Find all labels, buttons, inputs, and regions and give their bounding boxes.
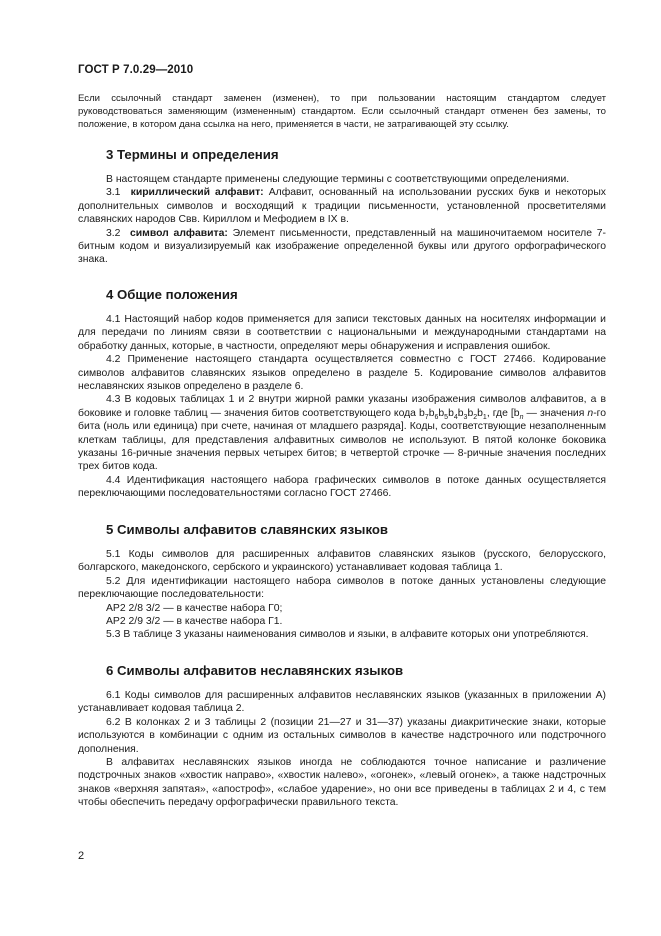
clause-4-1: 4.1 Настоящий набор кодов применяется для записи текстовых данных на носителях информации и для передачи по линиям связи в соответствии с национальными и международными стандартами на обработку данных, которые, в частности, определяют меры обнаружения и исправления ошибок. [78, 314, 606, 352]
clause-4-4: 4.4 Идентификация настоящего набора графических символов в потоке данных осуществляется переключающими последовательностями согласно ГОСТ 27466. [78, 474, 606, 500]
section-4-title: 4 Общие положения [106, 287, 238, 302]
section-3-title: 3 Термины и определения [106, 147, 279, 162]
clause-4-3-part-d: -го бита (ноль или единица) при счете, начиная от младшего разряда]. Коды, соответствующие незаполненным клеткам таблицы, для представления алфавитных символов не используют. В пятой колонке боковика указаны 16-ричные значения первых четырех битов; в четвертой строчке — 8-ричные значения последних трех битов кода. [78, 407, 606, 473]
reference-note: Если ссылочный стандарт заменен (изменен), то при пользовании настоящим стандартом следует руководствоваться заменяющим (измененным) стандартом. Если ссылочный стандарт отменен без замены, то положение, в котором дана ссылка на него, применяется в части, не затрагивающей эту ссылку. [78, 93, 606, 130]
bit-subscript: 5 [444, 413, 449, 421]
escape-sequence-g0: АР2 2/8 3/2 — в качестве набора Г0; [106, 602, 283, 614]
term-3-2-number: 3.2 [106, 227, 121, 239]
term-3-1-term: кириллический алфавит: [130, 187, 264, 199]
clause-5-1: 5.1 Коды символов для расширенных алфавитов славянских языков (русского, белорусского, болгарского, македонского, сербского и украинского) устанавливает кодовая таблица 1. [78, 549, 606, 574]
section-5-title: 5 Символы алфавитов славянских языков [106, 522, 389, 537]
bit-subscript: 6 [434, 413, 439, 421]
clause-6-1: 6.1 Коды символов для расширенных алфавитов неславянских языков (указанных в приложении А) устанавливает кодовая таблица 2. [78, 690, 606, 715]
clause-4-3-part-c: — значения [523, 407, 588, 419]
clause-6-2: 6.2 В колонках 2 и 3 таблицы 2 (позиции 21—27 и 31—37) указаны диакритические знаки, которые используются в комбинации с одним из остальных символов в качестве надстрочного или подстрочного дополнения. [78, 716, 606, 755]
term-3-1-definition: Алфавит, основанный на использовании русских букв и некоторых дополнительных символов и восходящий к традиции письменности, установленной просветителями славянских народов Свв. Кириллом и Мефодием в IX в. [78, 187, 606, 226]
section-6-body [78, 689, 606, 810]
bit-index-n: n [519, 413, 524, 421]
document-header: ГОСТ Р 7.0.29—2010 [78, 64, 194, 76]
clause-4-3-part-b: , где [b [486, 407, 520, 419]
term-3-2-term: символ алфавита: [129, 227, 228, 239]
bit-subscript: 2 [473, 413, 478, 421]
page-number: 2 [78, 850, 85, 862]
escape-sequence-g1: АР2 2/9 3/2 — в качестве набора Г1. [106, 616, 283, 628]
clause-5-2: 5.2 Для идентификации настоящего набора символов в потоке данных установлены следующие переключающие последовательности: [78, 575, 606, 601]
clause-4-3: 4.3 В кодовых таблицах 1 и 2 внутри жирной рамки указаны изображения символов алфавитов, а в боковике и головке таблиц — значения битов соответствующего кода $b_7b_6b_5b_4b_3b_2b_1$, где [$b_n$ — значения n-го бита (ноль или единица) при счете, начиная от младшего разряда]. Коды, соответствующие незаполненным клеткам таблицы, для представления алфавитных символов не используют. В пятой колонке боковика указаны 16-ричные значения первых четырех битов; в четвертой строчке — 8-ричные значения последних трех битов кода. [78, 394, 606, 473]
section-6-title: 6 Символы алфавитов неславянских языков [106, 663, 404, 678]
term-3-2 [78, 227, 606, 267]
term-3-1 [78, 186, 606, 226]
section-3-intro: В настоящем стандарте применены следующие термины с соответствующими определениями. [106, 174, 570, 185]
clause-6-3: В алфавитах неславянских языков иногда не соблюдаются точное написание и различение подстрочных знаков «хвостик направо», «хвостик налево», «огонек», «левый огонек», а также надстрочных знаков «верхняя запятая», «апостроф», «слабое ударение», но они все приведены в таблицах 2 и 4, с тем чтобы обеспечить передачу орфографически правильного текста. [78, 757, 606, 809]
clause-4-3-part-a: 4.3 В кодовых таблицах 1 и 2 внутри жирной рамки указаны изображения символов алфавитов, а в боковике и головке таблиц — значения битов соответствующего кода b [78, 394, 606, 419]
bit-index-n-italic: n [587, 407, 594, 419]
section-3-body [78, 173, 606, 267]
clause-5-3: 5.3 В таблице 3 указаны наименования символов и языки, в алфавите которых они употребляются. [106, 629, 589, 641]
clause-4-2: 4.2 Применение настоящего стандарта осуществляется совместно с ГОСТ 27466. Кодирование символов алфавитов славянских языков определено в разделе 5. Кодирование символов алфавитов неславянских языков определено в разделе 6. [78, 354, 606, 393]
section-4-body [78, 313, 606, 501]
bit-subscript: 7 [424, 413, 429, 421]
bit-subscript: 3 [463, 413, 468, 421]
section-5-body [78, 548, 606, 642]
bit-subscript: 1 [482, 413, 487, 421]
term-3-2-definition: Элемент письменности, представленный на машиночитаемом носителе 7-битным кодом и визуализируемый как изображение определенной буквы или другого орфографического знака. [78, 227, 606, 266]
term-3-1-number: 3.1 [106, 187, 121, 199]
bit-subscript: 4 [453, 413, 458, 421]
